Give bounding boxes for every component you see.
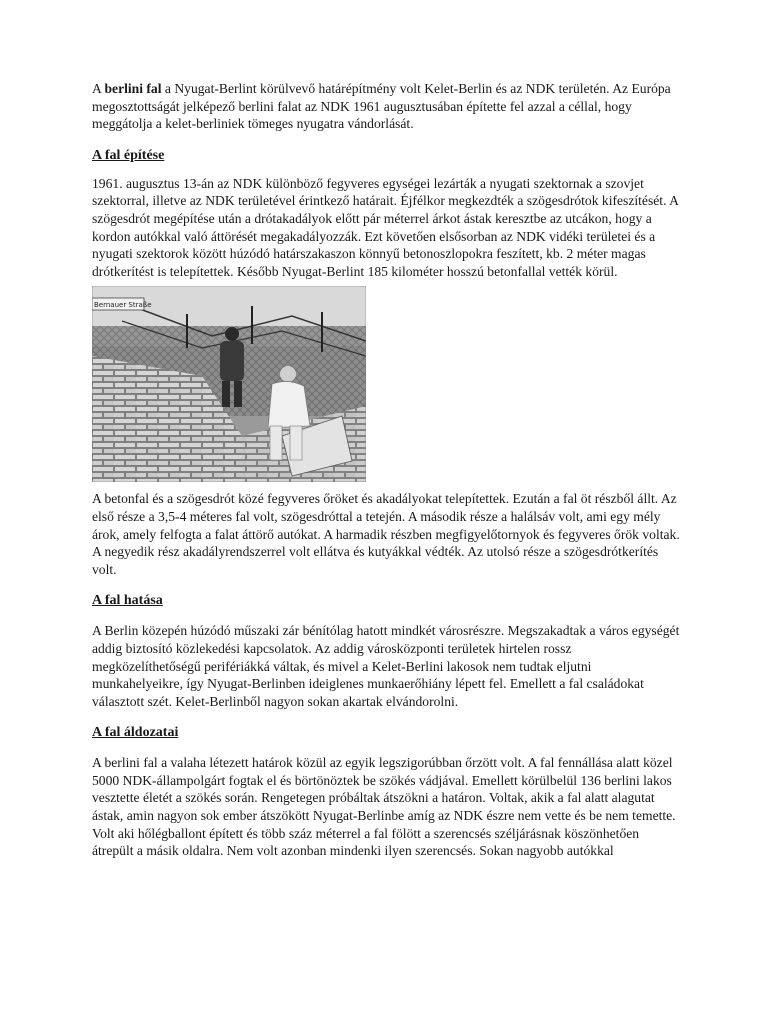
- heading-fal-epitese: A fal építése: [92, 147, 165, 163]
- paragraph-fal-aldozatai: A berlini fal a valaha létezett határok közül az egyik legszigorúbban őrzött volt. A fal fennállása alatt közel 5000 NDK-állampolgárt fogtak el és börtönöztek be szökés vádjával. Emellett körülbelül 136 berlini lakos vesztette életét a szökés során. Rengetegen próbáltak átszökni a határon. Voltak, akik a fal alatt alagutat ástak, amin nagyon sok ember átszökött Nyugat-Berlinbe amíg az NDK észre nem vette és be nem temette. Volt aki hőlégballont épített és több száz méterrel a fal fölött a szerencsés széljárásnak köszönhetően átrepült a másik oldalra. Nem volt azonban mindenki ilyen szerencsés. Sokan nagyobb autókkal: [92, 755, 676, 859]
- document-page: [92, 80, 682, 860]
- intro-paragraph: [92, 80, 682, 133]
- paragraph-fal-reszei: A betonfal és a szögesdrót közé fegyveres őröket és akadályokat telepítettek. Ezután a fal öt részből állt. Az első része a 3,5-4 méteres fal volt, szögesdróttal a tetején. A második része a halálsáv volt, ami egy mély árok, amely felfogta a falat áttörő autókat. A harmadik részben megfigyelőtornyok és fegyveres őrök voltak. A negyedik rész akadályrendszerrel volt ellátva és kutyákkal védték. Az utolsó része a szögesdrótkerítés volt.: [92, 491, 680, 577]
- paragraph-fal-hatasa: A Berlin közepén húzódó műszaki zár bénítólag hatott mindkét városrészre. Megszakadtak a város egységét addig biztosító közlekedési kapcsolatok. Az addig városközponti területek hirtelen rossz megközelíthetőségű perifériákká váltak, és mivel a Kelet-Berlini lakosok nem tudtak eljutni munkahelyeikre, így Nyugat-Berlinben ideiglenes munkaerőhiány lépett fel. Emellett a fal családokat választott szét. Kelet-Berlinből nagyon sokan akartak elvándorolni.: [92, 623, 680, 709]
- heading-fal-aldozatai: A fal áldozatai: [92, 725, 179, 741]
- paragraph-fal-epitese: 1961. augusztus 13-án az NDK különböző fegyveres egységei lezárták a nyugati szektornak a szovjet szektorral, illetve az NDK területével érintkező határait. Éjfélkor megkezdték a szögesdrótok kifeszítését. A szögesdrót megépítése után a drótakadályok előtt pár méterrel árkot ástak keresztbe az utcákon, hogy a kordon autókkal való áttörését megakadályozzák. Ezt követően elsősorban az NDK vidéki területei és a nyugati szektorok között húzódó határszakaszon könnyű betonoszlopokra feszített, kb. 2 méter magas drótkerítést is telepítettek. Később Nyugat-Berlint 185 kilométer hosszú betonfallal vették körül.: [92, 175, 679, 279]
- intro-text: a Nyugat-Berlint körülvevő határépítmény volt Kelet-Berlin és az NDK területén. Az Európa megosztottságát jelképező berlini falat az NDK 1961 augusztusában építette fel azzal a céllal, hogy meggátolja a kelet-berliniek tömeges nyugatra vándorlását.: [92, 81, 671, 132]
- street-sign: [92, 298, 152, 310]
- street-sign-text: Bernauer Straße: [94, 301, 152, 310]
- intro-lead: A: [92, 81, 105, 96]
- intro-bold-term: berlini fal: [104, 81, 162, 96]
- berlin-wall-construction-photo: [92, 286, 366, 482]
- heading-fal-hatasa: A fal hatása: [92, 593, 163, 609]
